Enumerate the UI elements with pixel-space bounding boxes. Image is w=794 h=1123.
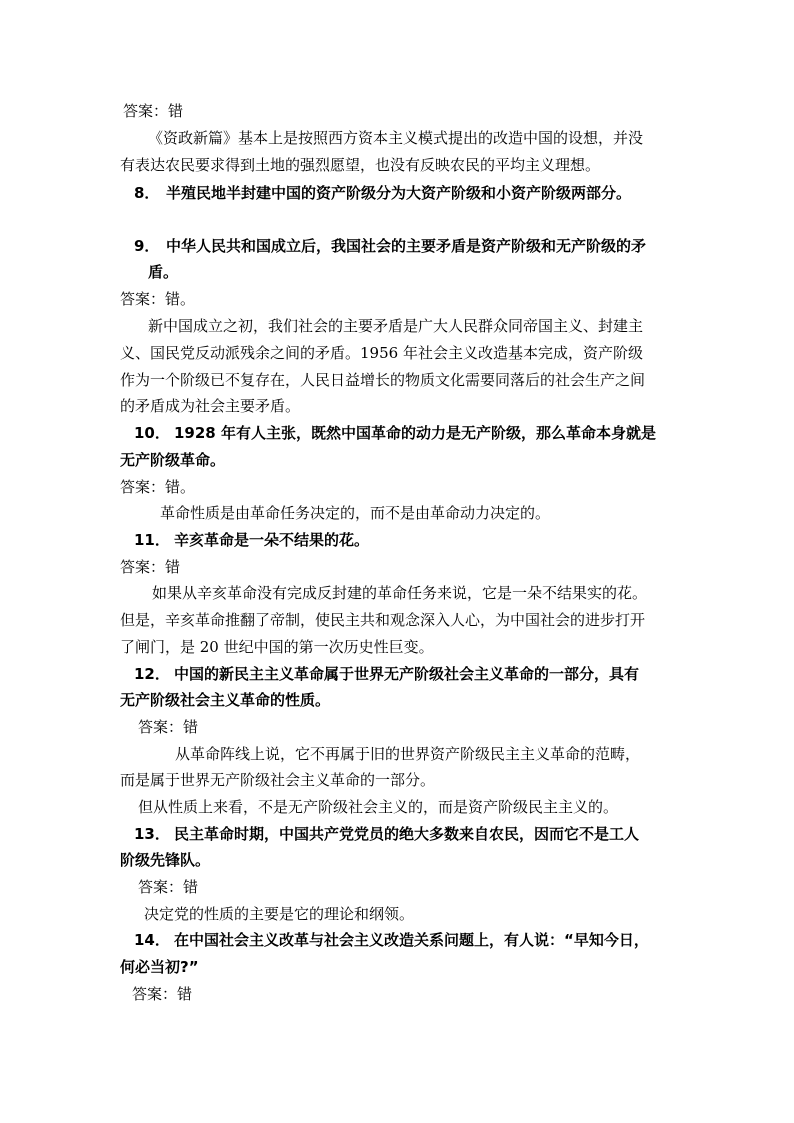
explanation-11-line-1: 如果从辛亥革命没有完成反封建的革命任务来说，它是一朵不结果实的花。 [152,584,648,602]
question-number-11: 11． [134,531,170,549]
question-12-line-1: 中国的新民主主义革命属于世界无产阶级社会主义革命的一部分，具有 [174,665,640,683]
answer-10: 答案：错。 [120,478,196,496]
question-10 [134,423,656,443]
question-9 [134,236,646,256]
explanation-9-line-1: 新中国成立之初，我们社会的主要矛盾是广大人民群众同帝国主义、封建主 [148,317,644,335]
answer-13: 答案：错 [138,878,199,896]
question-14 [134,930,649,950]
question-number-13: 13． [134,825,170,843]
question-10-line-2: 无产阶级革命。 [120,451,226,469]
question-number-8: 8． [134,184,160,202]
answer-12: 答案：错 [138,718,199,736]
question-number-9: 9． [134,237,160,255]
explanation-9-line-3: 作为一个阶级已不复存在，人民日益增长的物质文化需要同落后的社会生产之间 [120,371,646,389]
answer-14: 答案：错 [132,985,193,1003]
question-12-line-2: 无产阶级社会主义革命的性质。 [120,691,331,709]
explanation-12-line-2: 而是属于世界无产阶级社会主义革命的一部分。 [120,771,436,789]
answer-11: 答案：错 [120,558,181,576]
explanation-11-line-3: 了闸门，是 20 世纪中国的第一次历史性巨变。 [120,638,434,656]
question-number-10: 10． [134,424,170,442]
question-13-line-2: 阶级先锋队。 [120,851,211,869]
explanation-12-line-1: 从革命阵线上说，它不再属于旧的世界资产阶级民主主义革命的范畴， [175,745,641,763]
question-13-line-1: 民主革命时期，中国共产党党员的绝大多数来自农民，因而它不是工人 [174,825,640,843]
answer-7: 答案：错 [123,102,184,120]
question-11 [134,530,369,550]
question-14-line-2: 何必当初?” [120,958,199,976]
explanation-10-line-1: 革命性质是由革命任务决定的，而不是由革命动力决定的。 [160,504,551,522]
question-12 [134,664,639,684]
question-number-12: 12． [134,665,170,683]
explanation-7-line-1: 《资政新篇》基本上是按照西方资本主义模式提出的改造中国的设想，并没 [148,129,644,147]
explanation-13-line-1: 决定党的性质的主要是它的理论和纲领。 [144,905,415,923]
explanation-7-line-2: 有表达农民要求得到土地的强烈愿望，也没有反映农民的平均主义理想。 [120,156,601,174]
explanation-12-line-3: 但从性质上来看，不是无产阶级社会主义的，而是资产阶级民主主义的。 [138,798,619,816]
question-number-14: 14． [134,931,170,949]
question-9-line-1: 中华人民共和国成立后，我国社会的主要矛盾是资产阶级和无产阶级的矛 [166,237,647,255]
answer-9: 答案：错。 [120,290,196,308]
explanation-9-line-4: 的矛盾成为社会主要矛盾。 [120,397,301,415]
question-13 [134,824,639,844]
explanation-11-line-2: 但是，辛亥革命推翻了帝制，使民主共和观念深入人心，为中国社会的进步打开 [120,611,646,629]
question-11-line-1: 辛亥革命是一朵不结果的花。 [174,531,370,549]
question-10-line-1: 1928 年有人主张，既然中国革命的动力是无产阶级，那么革命本身就是 [174,424,656,442]
question-14-line-1: 在中国社会主义改革与社会主义改造关系问题上，有人说：“早知今日， [174,931,649,949]
question-8 [134,183,631,203]
question-8-line-1: 半殖民地半封建中国的资产阶级分为大资产阶级和小资产阶级两部分。 [166,184,632,202]
explanation-9-line-2: 义、国民党反动派残余之间的矛盾。1956 年社会主义改造基本完成，资产阶级 [120,344,643,362]
question-9-line-2: 盾。 [148,263,179,281]
